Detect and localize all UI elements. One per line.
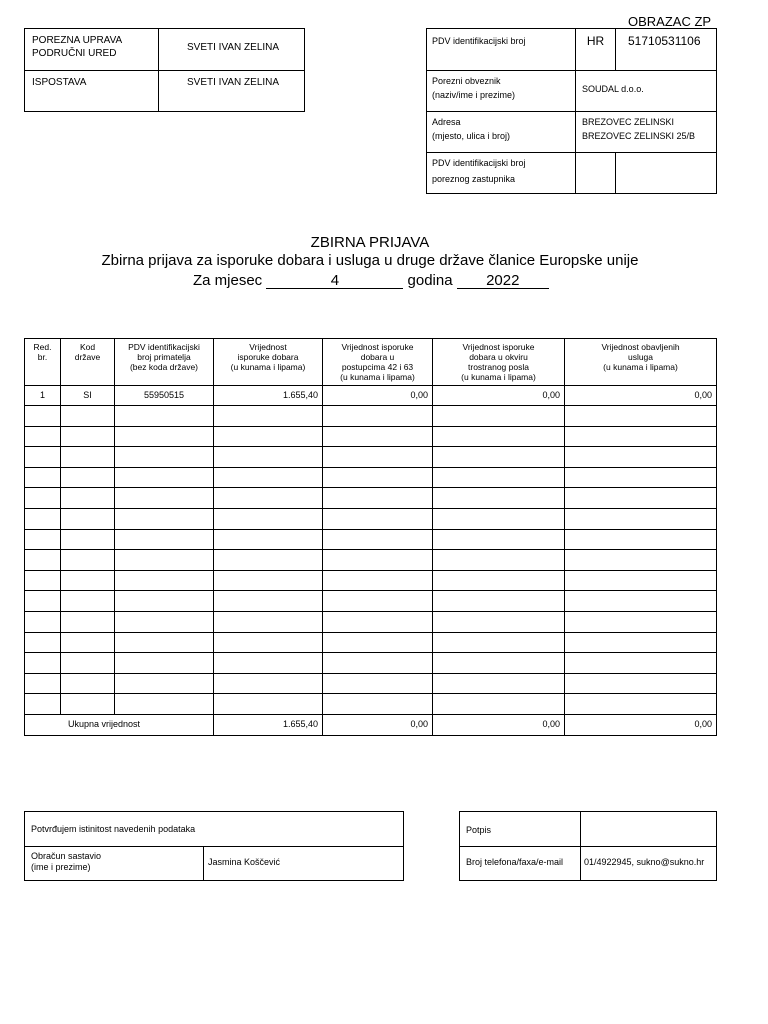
empty-cell[interactable] (565, 570, 717, 591)
empty-cell[interactable] (323, 632, 433, 653)
empty-cell[interactable] (61, 653, 115, 674)
empty-cell[interactable] (214, 570, 323, 591)
empty-cell[interactable] (25, 653, 61, 674)
period-line (193, 272, 549, 289)
column-header: Red. br. (25, 339, 61, 386)
branch-label: ISPOSTAVA (25, 71, 159, 112)
total-cell: 0,00 (433, 714, 565, 735)
empty-cell[interactable] (565, 632, 717, 653)
empty-cell[interactable] (115, 611, 214, 632)
empty-cell[interactable] (61, 673, 115, 694)
empty-cell[interactable] (25, 447, 61, 468)
empty-cell[interactable] (115, 508, 214, 529)
empty-table-row (25, 550, 717, 571)
empty-cell[interactable] (115, 673, 214, 694)
empty-cell[interactable] (214, 591, 323, 612)
empty-table-row (25, 570, 717, 591)
totals-label: Ukupna vrijednost (25, 714, 214, 735)
empty-table-row (25, 488, 717, 509)
branch-value: SVETI IVAN ZELINA (159, 71, 305, 112)
empty-cell[interactable] (323, 447, 433, 468)
address-value: BREZOVEC ZELINSKI BREZOVEC ZELINSKI 25/B (576, 112, 717, 153)
empty-cell[interactable] (565, 426, 717, 447)
empty-cell[interactable] (25, 673, 61, 694)
contact-value: 01/4922945, sukno@sukno.hr (581, 847, 717, 881)
empty-cell[interactable] (25, 632, 61, 653)
empty-cell[interactable] (565, 467, 717, 488)
empty-cell[interactable] (214, 406, 323, 427)
empty-cell[interactable] (565, 488, 717, 509)
empty-cell[interactable] (214, 632, 323, 653)
empty-cell[interactable] (565, 611, 717, 632)
year-label: godina (407, 272, 453, 289)
empty-cell[interactable] (115, 694, 214, 715)
empty-cell[interactable] (61, 591, 115, 612)
empty-cell[interactable] (214, 673, 323, 694)
empty-cell[interactable] (565, 529, 717, 550)
empty-cell[interactable] (115, 426, 214, 447)
empty-cell[interactable] (433, 488, 565, 509)
empty-cell[interactable] (61, 426, 115, 447)
empty-cell[interactable] (433, 550, 565, 571)
table-cell: 1.655,40 (214, 386, 323, 406)
empty-table-row (25, 591, 717, 612)
empty-table-row (25, 694, 717, 715)
form-code: OBRAZAC ZP (628, 14, 712, 29)
empty-cell[interactable] (323, 426, 433, 447)
empty-cell[interactable] (214, 550, 323, 571)
empty-table-row (25, 653, 717, 674)
empty-cell[interactable] (565, 673, 717, 694)
empty-cell[interactable] (25, 508, 61, 529)
empty-table-row (25, 632, 717, 653)
empty-cell[interactable] (115, 467, 214, 488)
empty-cell[interactable] (115, 653, 214, 674)
empty-table-row (25, 467, 717, 488)
empty-cell[interactable] (323, 529, 433, 550)
empty-cell[interactable] (433, 653, 565, 674)
empty-cell[interactable] (115, 488, 214, 509)
year-value: 2022 (457, 273, 549, 289)
empty-cell[interactable] (61, 694, 115, 715)
empty-cell[interactable] (214, 467, 323, 488)
empty-cell[interactable] (61, 467, 115, 488)
rep-vat-country-cell[interactable] (576, 153, 616, 194)
address-label: Adresa (mjesto, ulica i broj) (427, 112, 576, 153)
taxpayer-table (426, 28, 717, 194)
empty-cell[interactable] (61, 570, 115, 591)
table-cell: 0,00 (433, 386, 565, 406)
contact-label: Broj telefona/faxa/e-mail (460, 847, 581, 881)
empty-cell[interactable] (433, 673, 565, 694)
empty-cell[interactable] (565, 406, 717, 427)
empty-cell[interactable] (433, 611, 565, 632)
page-subtitle: Zbirna prijava za isporuke dobara i usluga u druge države članice Europske unije (101, 252, 639, 269)
empty-cell[interactable] (323, 653, 433, 674)
empty-cell[interactable] (565, 550, 717, 571)
empty-table-row (25, 406, 717, 427)
empty-cell[interactable] (61, 550, 115, 571)
empty-cell[interactable] (565, 694, 717, 715)
empty-cell[interactable] (323, 611, 433, 632)
empty-cell[interactable] (323, 508, 433, 529)
table-cell: 0,00 (323, 386, 433, 406)
empty-cell[interactable] (25, 467, 61, 488)
empty-cell[interactable] (25, 426, 61, 447)
empty-cell[interactable] (323, 570, 433, 591)
empty-cell[interactable] (323, 673, 433, 694)
empty-cell[interactable] (323, 550, 433, 571)
empty-cell[interactable] (214, 611, 323, 632)
empty-cell[interactable] (565, 653, 717, 674)
rep-vat-label: PDV identifikacijski broj poreznog zastupnika (427, 153, 576, 194)
empty-table-row (25, 529, 717, 550)
empty-cell[interactable] (214, 508, 323, 529)
empty-cell[interactable] (433, 570, 565, 591)
column-header: Vrijednost isporuke dobara u okviru trostranog posla (u kunama i lipama) (433, 339, 565, 386)
empty-cell[interactable] (433, 467, 565, 488)
totals-row (25, 714, 717, 735)
column-header: Vrijednost isporuke dobara (u kunama i lipama) (214, 339, 323, 386)
empty-cell[interactable] (433, 529, 565, 550)
empty-cell[interactable] (61, 611, 115, 632)
empty-cell[interactable] (25, 488, 61, 509)
empty-cell[interactable] (61, 447, 115, 468)
prepared-value: Jasmina Koščević (204, 847, 404, 881)
column-header: PDV identifikacijski broj primatelja (bez koda države) (115, 339, 214, 386)
empty-cell[interactable] (61, 508, 115, 529)
table-row (25, 386, 717, 406)
empty-cell[interactable] (214, 653, 323, 674)
empty-cell[interactable] (214, 426, 323, 447)
empty-cell[interactable] (25, 570, 61, 591)
empty-cell[interactable] (115, 406, 214, 427)
empty-cell[interactable] (25, 406, 61, 427)
empty-cell[interactable] (433, 426, 565, 447)
empty-table-row (25, 508, 717, 529)
vat-number: 51710531106 (616, 29, 717, 71)
column-header: Vrijednost isporuke dobara u postupcima 42 i 63 (u kunama i lipama) (323, 339, 433, 386)
column-header: Kod države (61, 339, 115, 386)
empty-table-row (25, 673, 717, 694)
empty-table-row (25, 447, 717, 468)
tax-office-value: SVETI IVAN ZELINA (159, 29, 305, 71)
empty-cell[interactable] (323, 467, 433, 488)
empty-cell[interactable] (214, 694, 323, 715)
empty-cell[interactable] (565, 508, 717, 529)
signature-field[interactable] (581, 812, 717, 847)
empty-cell[interactable] (323, 406, 433, 427)
supplies-table (24, 338, 717, 736)
empty-cell[interactable] (61, 529, 115, 550)
empty-cell[interactable] (433, 447, 565, 468)
confirmation-table (24, 811, 404, 881)
total-cell: 0,00 (565, 714, 717, 735)
empty-cell[interactable] (25, 611, 61, 632)
empty-cell[interactable] (323, 591, 433, 612)
empty-cell[interactable] (115, 529, 214, 550)
empty-cell[interactable] (115, 591, 214, 612)
empty-cell[interactable] (25, 529, 61, 550)
empty-cell[interactable] (214, 529, 323, 550)
taxpayer-name-value: SOUDAL d.o.o. (576, 71, 717, 112)
empty-cell[interactable] (433, 591, 565, 612)
table-cell: 55950515 (115, 386, 214, 406)
confirm-label: Potvrđujem istinitost navedenih podataka (25, 812, 404, 847)
vat-id-label: PDV identifikacijski broj (427, 29, 576, 71)
empty-cell[interactable] (115, 447, 214, 468)
signature-table (459, 811, 717, 881)
empty-cell[interactable] (565, 447, 717, 468)
empty-cell[interactable] (25, 550, 61, 571)
empty-table-row (25, 611, 717, 632)
month-label: Za mjesec (193, 272, 263, 289)
empty-cell[interactable] (214, 488, 323, 509)
month-value: 4 (266, 273, 403, 289)
empty-cell[interactable] (115, 632, 214, 653)
empty-cell[interactable] (115, 570, 214, 591)
empty-cell[interactable] (25, 591, 61, 612)
empty-cell[interactable] (25, 694, 61, 715)
empty-cell[interactable] (323, 694, 433, 715)
table-header-row (25, 339, 717, 386)
empty-cell[interactable] (433, 694, 565, 715)
empty-cell[interactable] (565, 591, 717, 612)
empty-cell[interactable] (323, 488, 433, 509)
table-cell: 0,00 (565, 386, 717, 406)
total-cell: 1.655,40 (214, 714, 323, 735)
taxpayer-name-label: Porezni obveznik (naziv/ime i prezime) (427, 71, 576, 112)
vat-country-code: HR (576, 29, 616, 71)
signature-label: Potpis (460, 812, 581, 847)
tax-office-label: POREZNA UPRAVA PODRUČNI URED (25, 29, 159, 71)
total-cell: 0,00 (323, 714, 433, 735)
empty-cell[interactable] (214, 447, 323, 468)
page-title: ZBIRNA PRIJAVA (310, 234, 430, 251)
table-cell: SI (61, 386, 115, 406)
empty-cell[interactable] (433, 632, 565, 653)
office-table (24, 28, 305, 112)
empty-cell[interactable] (115, 550, 214, 571)
empty-cell[interactable] (61, 632, 115, 653)
empty-cell[interactable] (433, 508, 565, 529)
prepared-label: Obračun sastavio (ime i prezime) (25, 847, 204, 881)
column-header: Vrijednost obavljenih usluga (u kunama i lipama) (565, 339, 717, 386)
empty-cell[interactable] (61, 488, 115, 509)
empty-cell[interactable] (433, 406, 565, 427)
empty-cell[interactable] (61, 406, 115, 427)
table-cell: 1 (25, 386, 61, 406)
empty-table-row (25, 426, 717, 447)
rep-vat-number-cell[interactable] (616, 153, 717, 194)
